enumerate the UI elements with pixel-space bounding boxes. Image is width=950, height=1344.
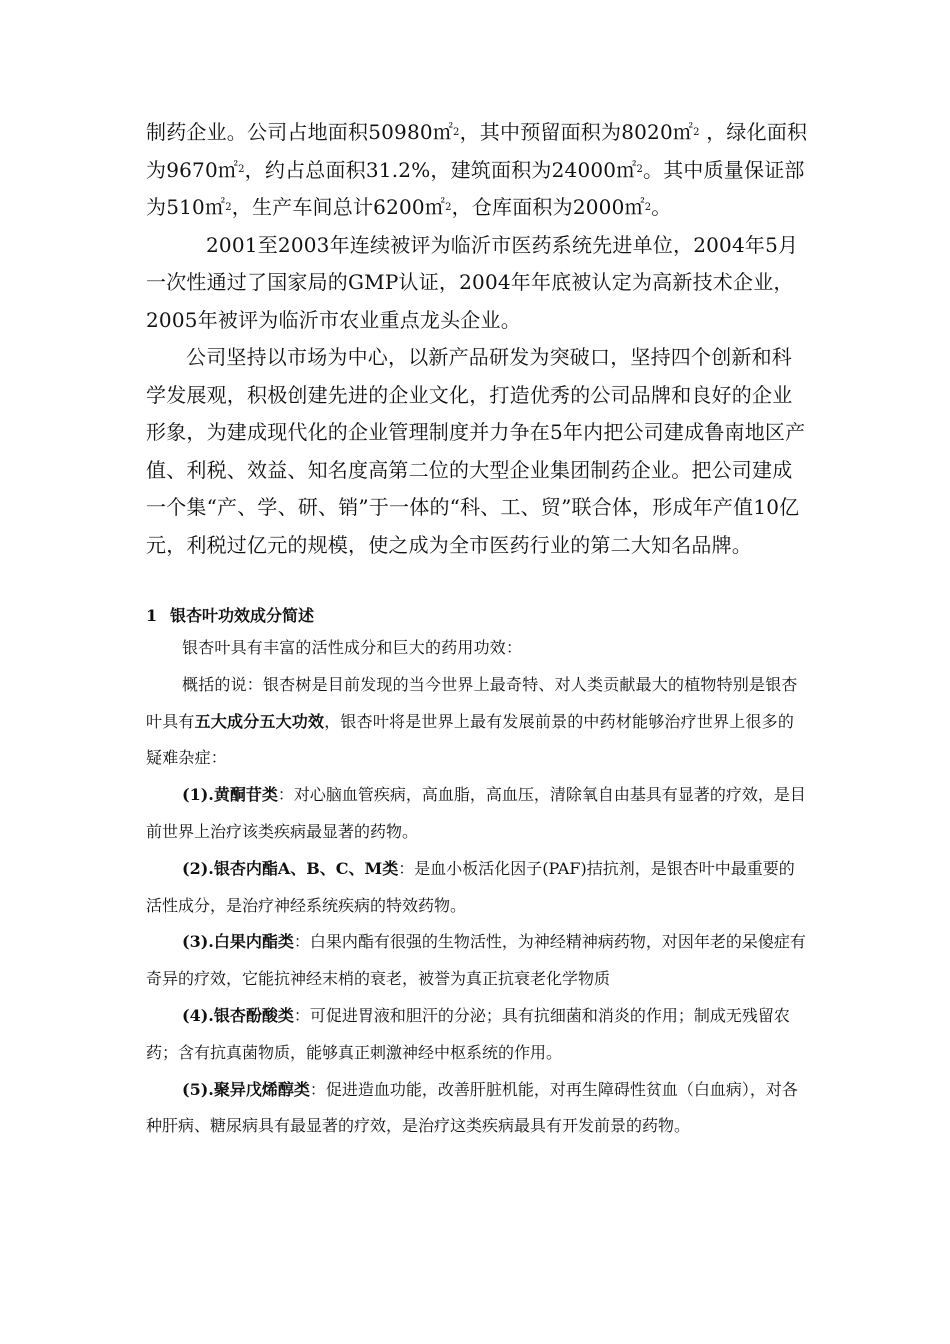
paragraph-honors: 2001至2003年连续被评为临沂市医药系统先进单位，2004年5月一次性通过了国家局的GMP认证，2004年年底被认定为高新技术企业，2005年被评为临沂市农业重点龙头企业。 [146, 232, 799, 332]
superscript: 2 [445, 201, 452, 213]
item-label: (5).聚异戊烯醇类 [182, 1079, 310, 1099]
summary-bold: 五大成分五大功效 [194, 711, 325, 731]
item-label: (1).黄酮苷类 [182, 785, 278, 805]
paragraph-strategy: 公司坚持以市场为中心，以新产品研发为突破口，坚持四个创新和科学发展观，积极创建先进的企业文化，打造优秀的公司品牌和良好的企业形象，为建成现代化的企业管理制度并力争在5年内把公司建成鲁南地区产值、利税、效益、知名度高第二位的大型企业集团制药企业。把公司建成一个集“产、学、研、销”于一体的“科、工、贸”联合体，形成年产值10亿元，利税过亿元的规模，使之成为全市医药行业的第二大知名品牌。 [146, 345, 806, 557]
area-text-6: ，生产车间总计6200㎡ [231, 195, 446, 219]
superscript: 2 [238, 164, 245, 175]
item-colon: ： [309, 1079, 326, 1099]
paragraph-company-area [146, 114, 810, 227]
item-text: 可促进胃液和胆汗的分泌；具有抗细菌和消炎的作用；制成无残留农药；含有抗真菌物质，能够真正刺激神经中枢系统的作用。 [146, 1005, 790, 1062]
item-label: (3).白果内酯类 [182, 932, 294, 952]
area-text-7: ，仓库面积为2000㎡ [451, 195, 645, 219]
item-colon: ： [398, 858, 415, 878]
section-summary [146, 667, 810, 777]
area-text-4: ，约占总面积31.2%，建筑面积为24000㎡ [244, 157, 637, 182]
superscript: 2 [225, 201, 232, 213]
item-colon: ： [293, 932, 310, 952]
ingredient-list [146, 777, 810, 1145]
section-number: 1 [146, 606, 158, 625]
list-item [146, 1072, 810, 1146]
summary-after: ，银杏叶将是世界上最有发展前景的中药材能够治疗世界上很多的疑难杂症： [146, 711, 795, 768]
list-item [146, 777, 810, 851]
area-text-3: ，绿化面积为9670㎡ [146, 120, 808, 182]
item-text: 对心脑血管疾病，高血脂，高血压，清除氧自由基具有显著的疗效，是目前世界上治疗该类疾病最显著的药物。 [146, 785, 806, 841]
area-text-2: ，其中预留面积为8020㎡ [459, 120, 694, 144]
superscript: 2 [644, 201, 652, 213]
item-text: 是血小板活化因子(PAF)拮抗剂，是银杏叶中最重要的活性成分，是治疗神经系统疾病的特效药物。 [146, 858, 795, 915]
item-label: (2).银杏内酯A、B、C、M类 [182, 858, 399, 878]
area-text-1: 制药企业。公司占地面积50980㎡ [146, 120, 454, 144]
superscript: 2 [453, 126, 460, 138]
superscript: 2 [636, 164, 643, 175]
area-text-8: 。 [651, 195, 672, 219]
list-item [146, 998, 810, 1072]
item-text: 促进造血功能，改善肝脏机能，对再生障碍性贫血（白血病），对各种肝病、糖尿病具有最显著的疗效，是治疗这类疾病最具有开发前景的药物。 [146, 1079, 798, 1136]
summary-before: 概括的说：银杏树是目前发现的当今世界上最奇特、对人类贡献最大的植物特别是银杏叶具有 [146, 674, 798, 731]
list-item [146, 924, 810, 998]
document-body [146, 114, 810, 1145]
item-label: (4).银杏酚酸类 [182, 1005, 294, 1025]
section-title: 银杏叶功效成分简述 [170, 606, 315, 625]
item-colon: ： [277, 785, 294, 805]
area-text-5: 。其中质量保证部为510㎡ [146, 157, 805, 219]
section-heading [146, 602, 810, 630]
list-item [146, 851, 810, 925]
item-text: 白果内酯有很强的生物活性，为神经精神病药物，对因年老的呆傻症有奇异的疗效，它能抗神经末梢的衰老，被誉为真正抗衰老化学物质 [146, 932, 806, 989]
section-lead: 银杏叶具有丰富的活性成分和巨大的药用功效： [182, 638, 523, 657]
item-colon: ： [293, 1005, 310, 1025]
superscript: 2 [693, 126, 700, 138]
